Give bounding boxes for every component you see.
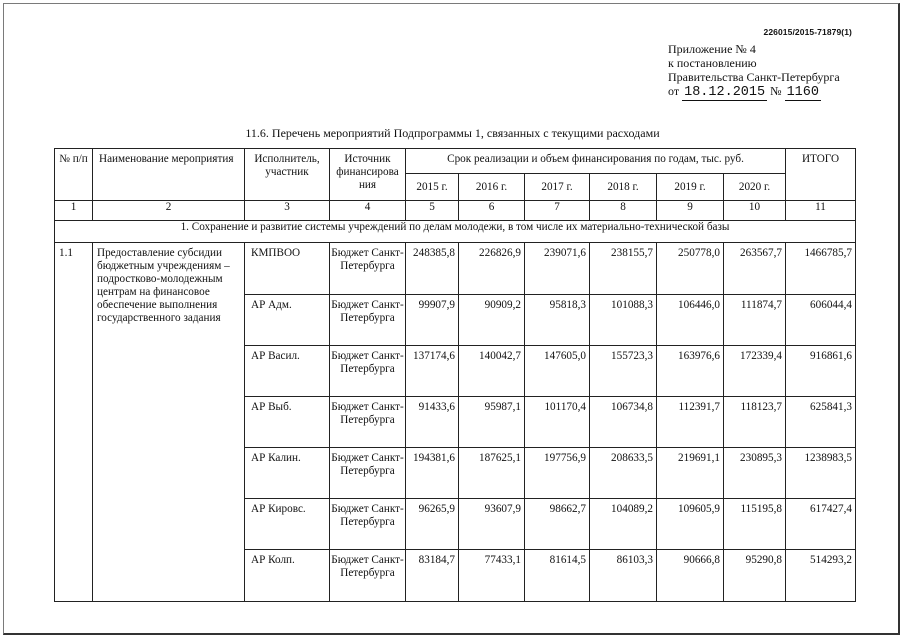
value-cell: 230895,3 (724, 448, 786, 499)
column-number: 8 (590, 201, 657, 221)
value-cell: 81614,5 (525, 550, 590, 602)
header-year: 2020 г. (724, 174, 786, 201)
executor-cell: АР Васил. (245, 346, 330, 397)
total-cell: 1466785,7 (786, 243, 856, 295)
value-cell: 101088,3 (590, 295, 657, 346)
header-total: ИТОГО (786, 149, 856, 201)
value-cell: 106734,8 (590, 397, 657, 448)
total-cell: 625841,3 (786, 397, 856, 448)
value-cell: 238155,7 (590, 243, 657, 295)
executor-cell: АР Выб. (245, 397, 330, 448)
total-cell: 1238983,5 (786, 448, 856, 499)
header-source: Источник финансирова ния (330, 149, 406, 201)
date-prefix: от (668, 84, 680, 98)
value-cell: 95987,1 (459, 397, 525, 448)
source-cell: Бюджет Санкт-Петербурга (330, 448, 406, 499)
appendix-line-1: Приложение № 4 (668, 42, 756, 56)
value-cell: 208633,5 (590, 448, 657, 499)
table-row (55, 243, 856, 295)
appendix-date: 18.12.2015 (684, 85, 766, 100)
value-cell: 77433,1 (459, 550, 525, 602)
value-cell: 86103,3 (590, 550, 657, 602)
value-cell: 111874,7 (724, 295, 786, 346)
activities-table (54, 148, 856, 602)
source-cell: Бюджет Санкт-Петербурга (330, 243, 406, 295)
table-title: 11.6. Перечень мероприятий Подпрограммы 1, связанных с текущими расходами (245, 126, 660, 140)
document-number: 226015/2015-71879(1) (763, 27, 852, 37)
value-cell: 163976,6 (657, 346, 724, 397)
value-cell: 219691,1 (657, 448, 724, 499)
header-year: 2016 г. (459, 174, 525, 201)
appendix-line-2: к постановлению (668, 56, 757, 70)
value-cell: 109605,9 (657, 499, 724, 550)
section-row (55, 221, 856, 243)
source-cell: Бюджет Санкт-Петербурга (330, 550, 406, 602)
executor-cell: КМПВОО (245, 243, 330, 295)
source-cell: Бюджет Санкт-Петербурга (330, 295, 406, 346)
value-cell: 83184,7 (406, 550, 459, 602)
header-period: Срок реализации и объем финансирования по годам, тыс. руб. (406, 149, 786, 174)
value-cell: 187625,1 (459, 448, 525, 499)
value-cell: 172339,4 (724, 346, 786, 397)
value-cell: 112391,7 (657, 397, 724, 448)
value-cell: 98662,7 (525, 499, 590, 550)
column-number: 9 (657, 201, 724, 221)
value-cell: 137174,6 (406, 346, 459, 397)
total-cell: 606044,4 (786, 295, 856, 346)
header-name: Наименование мероприятия (93, 149, 245, 201)
value-cell: 90666,8 (657, 550, 724, 602)
value-cell: 101170,4 (525, 397, 590, 448)
value-cell: 155723,3 (590, 346, 657, 397)
appendix-line-3: Правительства Санкт-Петербурга (668, 70, 840, 84)
value-cell: 93607,9 (459, 499, 525, 550)
column-numbers-row (55, 201, 856, 221)
appendix-date-line (668, 84, 840, 100)
section-title: 1. Сохранение и развитие системы учреждений по делам молодежи, в том числе их материально-технической базы (55, 221, 856, 243)
source-cell: Бюджет Санкт-Петербурга (330, 346, 406, 397)
column-number: 5 (406, 201, 459, 221)
item-index: 1.1 (55, 243, 93, 602)
header-year: 2018 г. (590, 174, 657, 201)
header-year: 2017 г. (525, 174, 590, 201)
value-cell: 147605,0 (525, 346, 590, 397)
value-cell: 106446,0 (657, 295, 724, 346)
value-cell: 226826,9 (459, 243, 525, 295)
column-number: 1 (55, 201, 93, 221)
executor-cell: АР Кировс. (245, 499, 330, 550)
column-number: 11 (786, 201, 856, 221)
executor-cell: АР Колп. (245, 550, 330, 602)
column-number: 6 (459, 201, 525, 221)
value-cell: 91433,6 (406, 397, 459, 448)
value-cell: 96265,9 (406, 499, 459, 550)
column-number: 2 (93, 201, 245, 221)
total-cell: 617427,4 (786, 499, 856, 550)
column-number: 7 (525, 201, 590, 221)
appendix-number: 1160 (786, 85, 819, 100)
value-cell: 197756,9 (525, 448, 590, 499)
value-cell: 263567,7 (724, 243, 786, 295)
value-cell: 104089,2 (590, 499, 657, 550)
value-cell: 90909,2 (459, 295, 525, 346)
value-cell: 95290,8 (724, 550, 786, 602)
value-cell: 248385,8 (406, 243, 459, 295)
executor-cell: АР Калин. (245, 448, 330, 499)
value-cell: 194381,6 (406, 448, 459, 499)
value-cell: 115195,8 (724, 499, 786, 550)
total-cell: 514293,2 (786, 550, 856, 602)
executor-cell: АР Адм. (245, 295, 330, 346)
value-cell: 250778,0 (657, 243, 724, 295)
value-cell: 118123,7 (724, 397, 786, 448)
value-cell: 239071,6 (525, 243, 590, 295)
header-num: № п/п (55, 149, 93, 201)
header-year: 2015 г. (406, 174, 459, 201)
header-executor: Исполнитель, участник (245, 149, 330, 201)
column-number: 4 (330, 201, 406, 221)
total-cell: 916861,6 (786, 346, 856, 397)
source-cell: Бюджет Санкт-Петербурга (330, 499, 406, 550)
number-prefix: № (770, 84, 782, 98)
header-year: 2019 г. (657, 174, 724, 201)
column-number: 3 (245, 201, 330, 221)
source-cell: Бюджет Санкт-Петербурга (330, 397, 406, 448)
header-row-1 (55, 149, 856, 174)
appendix-block (668, 42, 840, 100)
value-cell: 99907,9 (406, 295, 459, 346)
column-number: 10 (724, 201, 786, 221)
item-name: Предоставление субсидии бюджетным учреждениям – подростково-молодежным центрам на финансовое обеспечение выполнения государственного задания (93, 243, 245, 602)
value-cell: 95818,3 (525, 295, 590, 346)
value-cell: 140042,7 (459, 346, 525, 397)
